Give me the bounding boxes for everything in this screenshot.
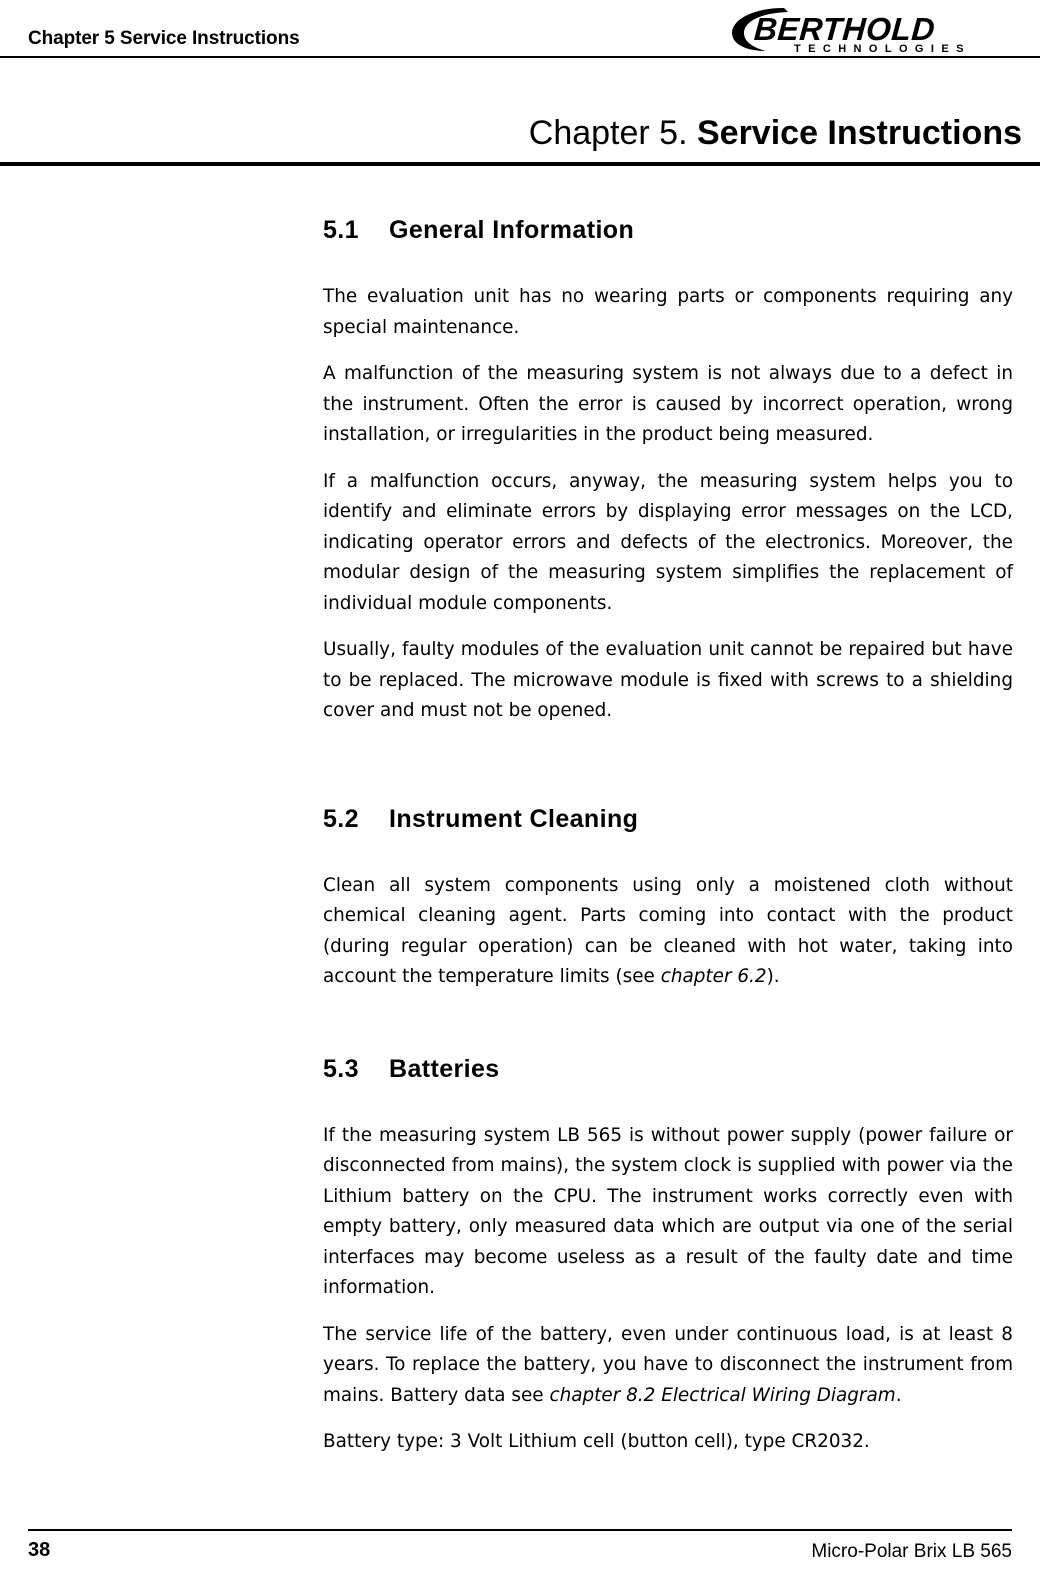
section-title: General Information bbox=[389, 216, 635, 244]
page-number: 38 bbox=[28, 1539, 51, 1561]
heading-spacer bbox=[323, 246, 1013, 282]
section-title: Instrument Cleaning bbox=[389, 804, 639, 833]
logo-artwork bbox=[726, 2, 1026, 54]
heading-spacer bbox=[323, 1085, 1013, 1121]
section-spacer bbox=[323, 727, 1013, 803]
berthold-technologies-logo bbox=[726, 2, 1026, 54]
chapter-divider-rule bbox=[0, 162, 1040, 166]
header-divider-rule bbox=[0, 56, 1040, 58]
body-paragraph: Usually, faulty modules of the evaluation unit cannot be repaired but have to be replaced. The microwave module is fixed with screws to a shielding cover and must not be opened. bbox=[323, 639, 1013, 721]
chapter-title bbox=[0, 110, 1040, 156]
footer-divider-rule bbox=[28, 1529, 1012, 1531]
cross-reference: chapter 6.2 bbox=[660, 966, 767, 987]
body-paragraph: The evaluation unit has no wearing parts or components requiring any special maintenance. bbox=[323, 286, 1013, 338]
section-number: 5.3 bbox=[323, 1054, 359, 1083]
section-heading-5-1 bbox=[323, 214, 1013, 246]
paragraph-spacer bbox=[323, 451, 1013, 467]
body-paragraph: The service life of the battery, even under continuous load, is at least 8 years. To replace the battery, you have to disconnect the instrument from mains. Battery data see chapter 8.2 Electrical Wiring Diagram. bbox=[323, 1323, 1013, 1406]
heading-spacer bbox=[323, 835, 1013, 871]
body-paragraph: If the measuring system LB 565 is without power supply (power failure or disconnected from mains), the system clock is supplied with power via the Lithium battery on the CPU. The instrument works correctly even with empty battery, only measured data which are output via one of the serial interfaces may become useless as a result of the faulty date and time information. bbox=[323, 1124, 1013, 1298]
running-header-title: Chapter 5 Service Instructions bbox=[28, 28, 300, 49]
page-footer bbox=[0, 1519, 1040, 1595]
chapter-name: Service Instructions bbox=[696, 114, 1022, 152]
section-title: Batteries bbox=[389, 1054, 500, 1083]
chapter-title-block bbox=[0, 110, 1040, 166]
paragraph-spacer bbox=[323, 619, 1013, 635]
body-paragraph: Clean all system components using only a moistened cloth without chemical cleaning agent. Parts coming into contact with the product (during regular operation) can be cleaned with hot water, taking into account the temperature limits (see chapter 6.2). bbox=[323, 874, 1013, 987]
svg-text:TECHNOLOGIES: TECHNOLOGIES bbox=[794, 43, 971, 54]
paragraph-spacer bbox=[323, 1304, 1013, 1320]
section-spacer bbox=[323, 993, 1013, 1053]
chapter-label: Chapter 5. bbox=[528, 114, 688, 152]
page-header bbox=[0, 0, 1040, 60]
section-number: 5.1 bbox=[323, 216, 359, 244]
paragraph-spacer bbox=[323, 343, 1013, 359]
svg-text:BERTHOLD: BERTHOLD bbox=[752, 11, 937, 47]
section-heading-5-2 bbox=[323, 803, 1013, 835]
page-content bbox=[323, 214, 1013, 1458]
paragraph-spacer bbox=[323, 1411, 1013, 1427]
cross-reference: chapter 8.2 Electrical Wiring Diagram bbox=[549, 1384, 896, 1406]
section-heading-5-3 bbox=[323, 1053, 1013, 1085]
section-number: 5.2 bbox=[323, 804, 359, 833]
footer-document-title: Micro-Polar Brix LB 565 bbox=[811, 1541, 1012, 1562]
body-paragraph: A malfunction of the measuring system is not always due to a defect in the instrument. Often the error is caused by incorrect operation, wrong installation, or irregularities in the product being measured. bbox=[323, 363, 1013, 445]
body-paragraph: Battery type: 3 Volt Lithium cell (button cell), type CR2032. bbox=[323, 1431, 870, 1452]
body-paragraph: If a malfunction occurs, anyway, the measuring system helps you to identify and eliminate errors by displaying error messages on the LCD, indicating operator errors and defects of the electronics. Moreover, the modular design of the measuring system simplifies the replacement of individual module components. bbox=[323, 470, 1013, 614]
